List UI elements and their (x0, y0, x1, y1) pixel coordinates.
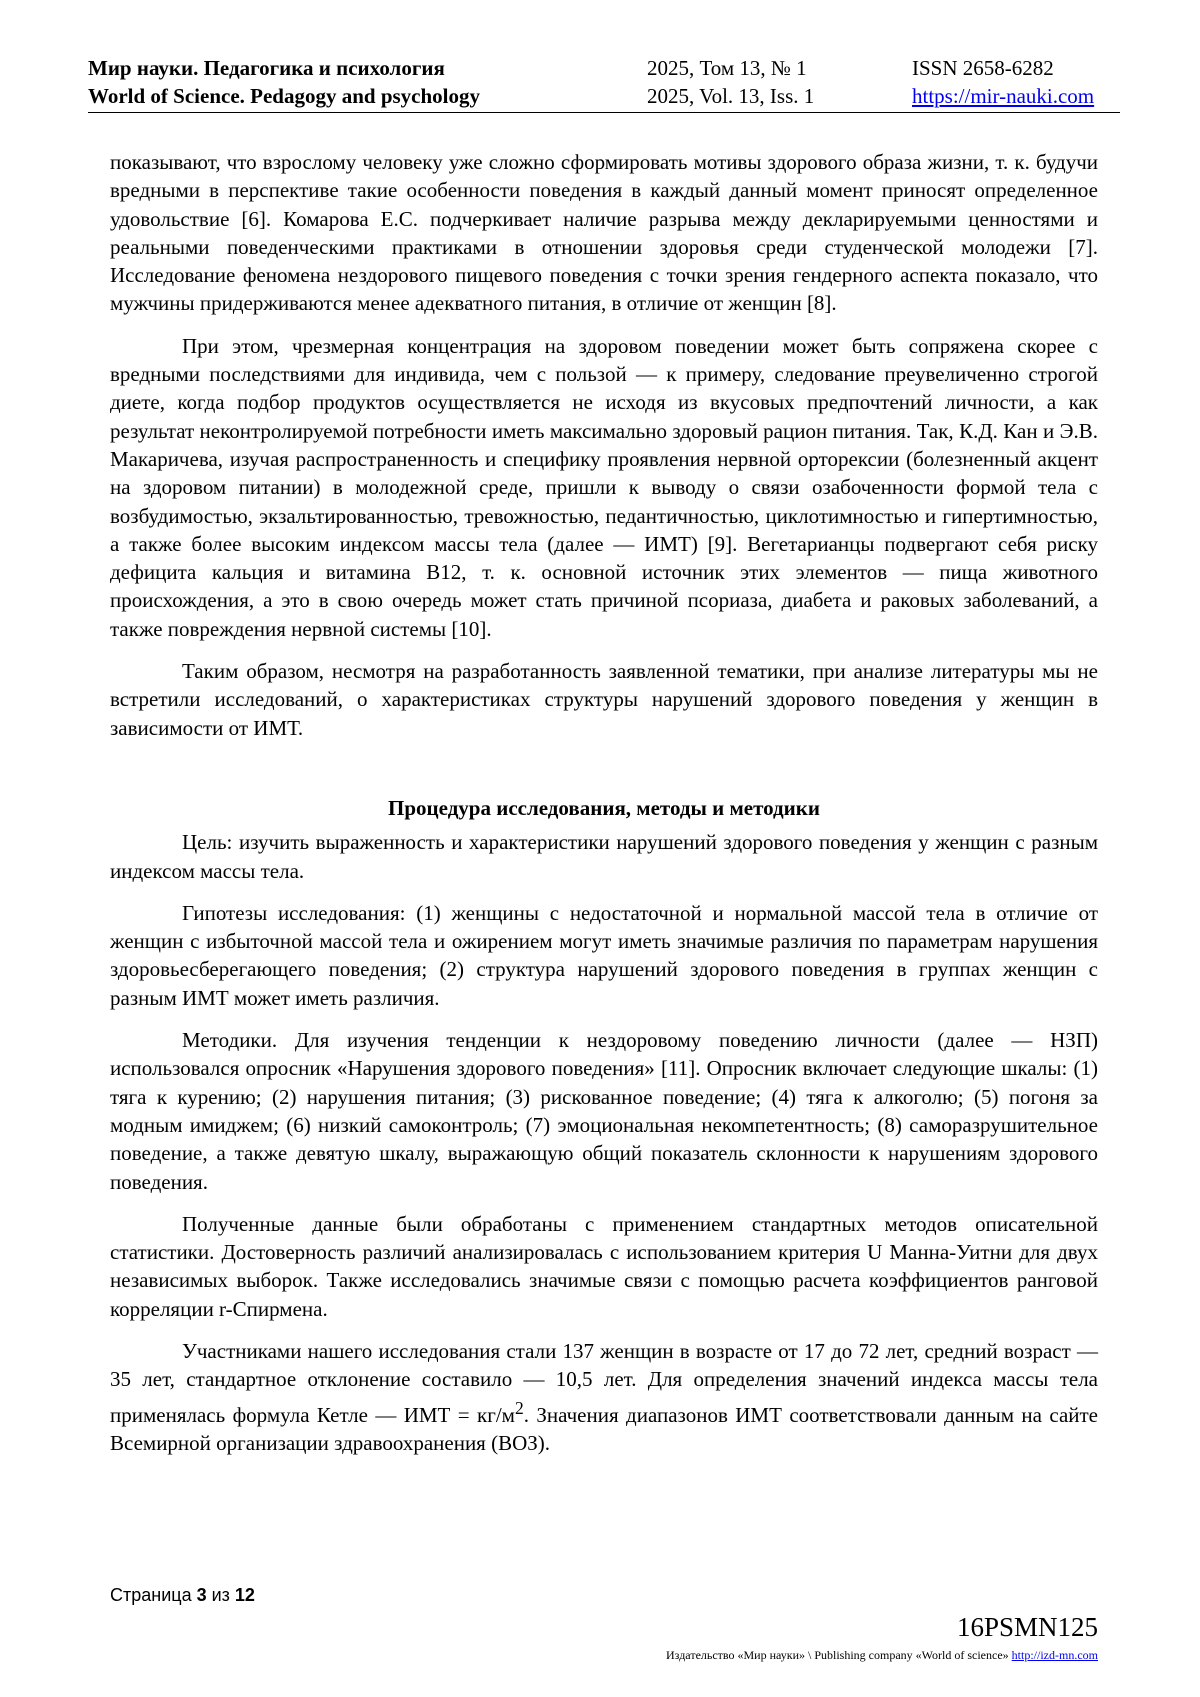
article-body (110, 148, 1098, 1471)
paragraph-2: При этом, чрезмерная концентрация на здоровом поведении может быть сопряжена скорее с вредными последствиями для индивида, чем с пользой — к примеру, следование преувеличенно строгой диете, когда подбор продуктов осуществляется не исходя из вкусовых предпочтений личности, а как результат неконтролируемой потребности иметь максимально здоровый рацион питания. Так, К.Д. Кан и Э.В. Макаричева, изучая распространенность и специфику проявления нервной орторексии (болезненный акцент на здоровом питании) в молодежной среде, пришли к выводу о связи озабоченности формой тела с возбудимостью, экзальтированностью, тревожностью, педантичностью, циклотимностью и гипертимностью, а также более высоким индексом массы тела (далее — ИМТ) [9]. Вегетарианцы подвергают себя риску дефицита кальция и витамина B12, т. к. основной источник этих элементов — пища животного происхождения, а это в свою очередь может стать причиной псориаза, диабета и раковых заболеваний, а также повреждения нервной системы [10]. (110, 333, 1098, 641)
issue-info (647, 54, 814, 110)
publisher-text: Издательство «Мир науки» \ Publishing company «World of science» (666, 1648, 1012, 1662)
journal-title (88, 54, 480, 110)
paragraph-1: показывают, что взрослому человеку уже сложно сформировать мотивы здорового образа жизни, т. к. будучи вредными в перспективе такие особенности поведения в каждый данный момент приносят определенное удовольствие [6]. Комарова Е.С. подчеркивает наличие разрыва между декларируемыми ценностями и реальными поведенческими практиками в отношении здоровья среди студенческой молодежи [7]. Исследование феномена нездорового пищевого поведения с точки зрения гендерного аспекта показало, что мужчины придерживаются менее адекватного питания, в отличие от женщин [8]. (110, 150, 1098, 316)
paragraph-hypotheses: Гипотезы исследования: (1) женщины с недостаточной и нормальной массой тела в отличие от женщин с избыточной массой тела и ожирением могут иметь значимые различия по параметрам нарушения здоровьесберегающего поведения; (2) структура нарушений здорового поведения в группах женщин с разным ИМТ может иметь различия. (110, 900, 1098, 1010)
journal-ids (912, 54, 1094, 110)
page-current: 3 (196, 1585, 207, 1605)
issn: ISSN 2658-6282 (912, 56, 1054, 80)
issue-en: 2025, Vol. 13, Iss. 1 (647, 84, 815, 108)
paragraph-goal: Цель: изучить выраженность и характеристики нарушений здорового поведения у женщин с разным индексом массы тела. (110, 830, 1098, 883)
publisher-line (666, 1648, 1098, 1663)
article-code: 16PSMN125 (956, 1612, 1098, 1642)
journal-title-en: World of Science. Pedagogy and psychology (88, 84, 481, 108)
page-middle: из (206, 1585, 235, 1605)
page-total: 12 (234, 1585, 255, 1605)
paragraph-3: Таким образом, несмотря на разработанность заявленной тематики, при анализе литературы мы не встретили исследований, о характеристиках структуры нарушений здорового поведения у женщин в зависимости от ИМТ. (110, 659, 1098, 740)
publisher-link[interactable]: http://izd-mn.com (1011, 1648, 1098, 1662)
participants-text-end: . Значения диапазонов ИМТ соответствовали данным на сайте Всемирной организации здравоохранения (ВОЗ). (110, 1402, 1099, 1455)
page-header (88, 50, 1120, 113)
journal-title-ru: Мир науки. Педагогика и психология (88, 56, 445, 80)
participants-text: Участниками нашего исследования стали 137 женщин в возрасте от 17 до 72 лет, средний возраст — 35 лет, стандартное отклонение составило — 10,5 лет. Для определения значений индекса массы тела применялась формула Кетле — ИМТ = кг/м (110, 1338, 1098, 1427)
paragraph-statistics: Полученные данные были обработаны с применением стандартных методов описательной статистики. Достоверность различий анализировалась с использованием критерия U Манна-Уитни для двух независимых выборок. Также исследовались значимые связи с помощью расчета коэффициентов ранговой корреляции r-Спирмена. (110, 1211, 1098, 1321)
issue-ru: 2025, Том 13, № 1 (647, 56, 807, 80)
paragraph-participants (110, 1337, 1098, 1457)
journal-link[interactable]: https://mir-nauki.com (912, 84, 1095, 108)
paragraph-methods: Методики. Для изучения тенденции к нездоровому поведению личности (далее — НЗП) использовался опросник «Нарушения здорового поведения» [11]. Опросник включает следующие шкалы: (1) тяга к курению; (2) нарушения питания; (3) рискованное поведение; (4) тяга к алкоголю; (5) погоня за модным имиджем; (6) низкий самоконтроль; (7) эмоциональная некомпетентность; (8) саморазрушительное поведение, а также девятую шкалу, выражающую общий показатель склонности к нарушениям здорового поведения. (110, 1028, 1098, 1194)
page-prefix: Страница (110, 1585, 197, 1605)
page-number (110, 1585, 255, 1606)
superscript-2: 2 (514, 1397, 524, 1418)
section-heading: Процедура исследования, методы и методики (388, 795, 820, 820)
